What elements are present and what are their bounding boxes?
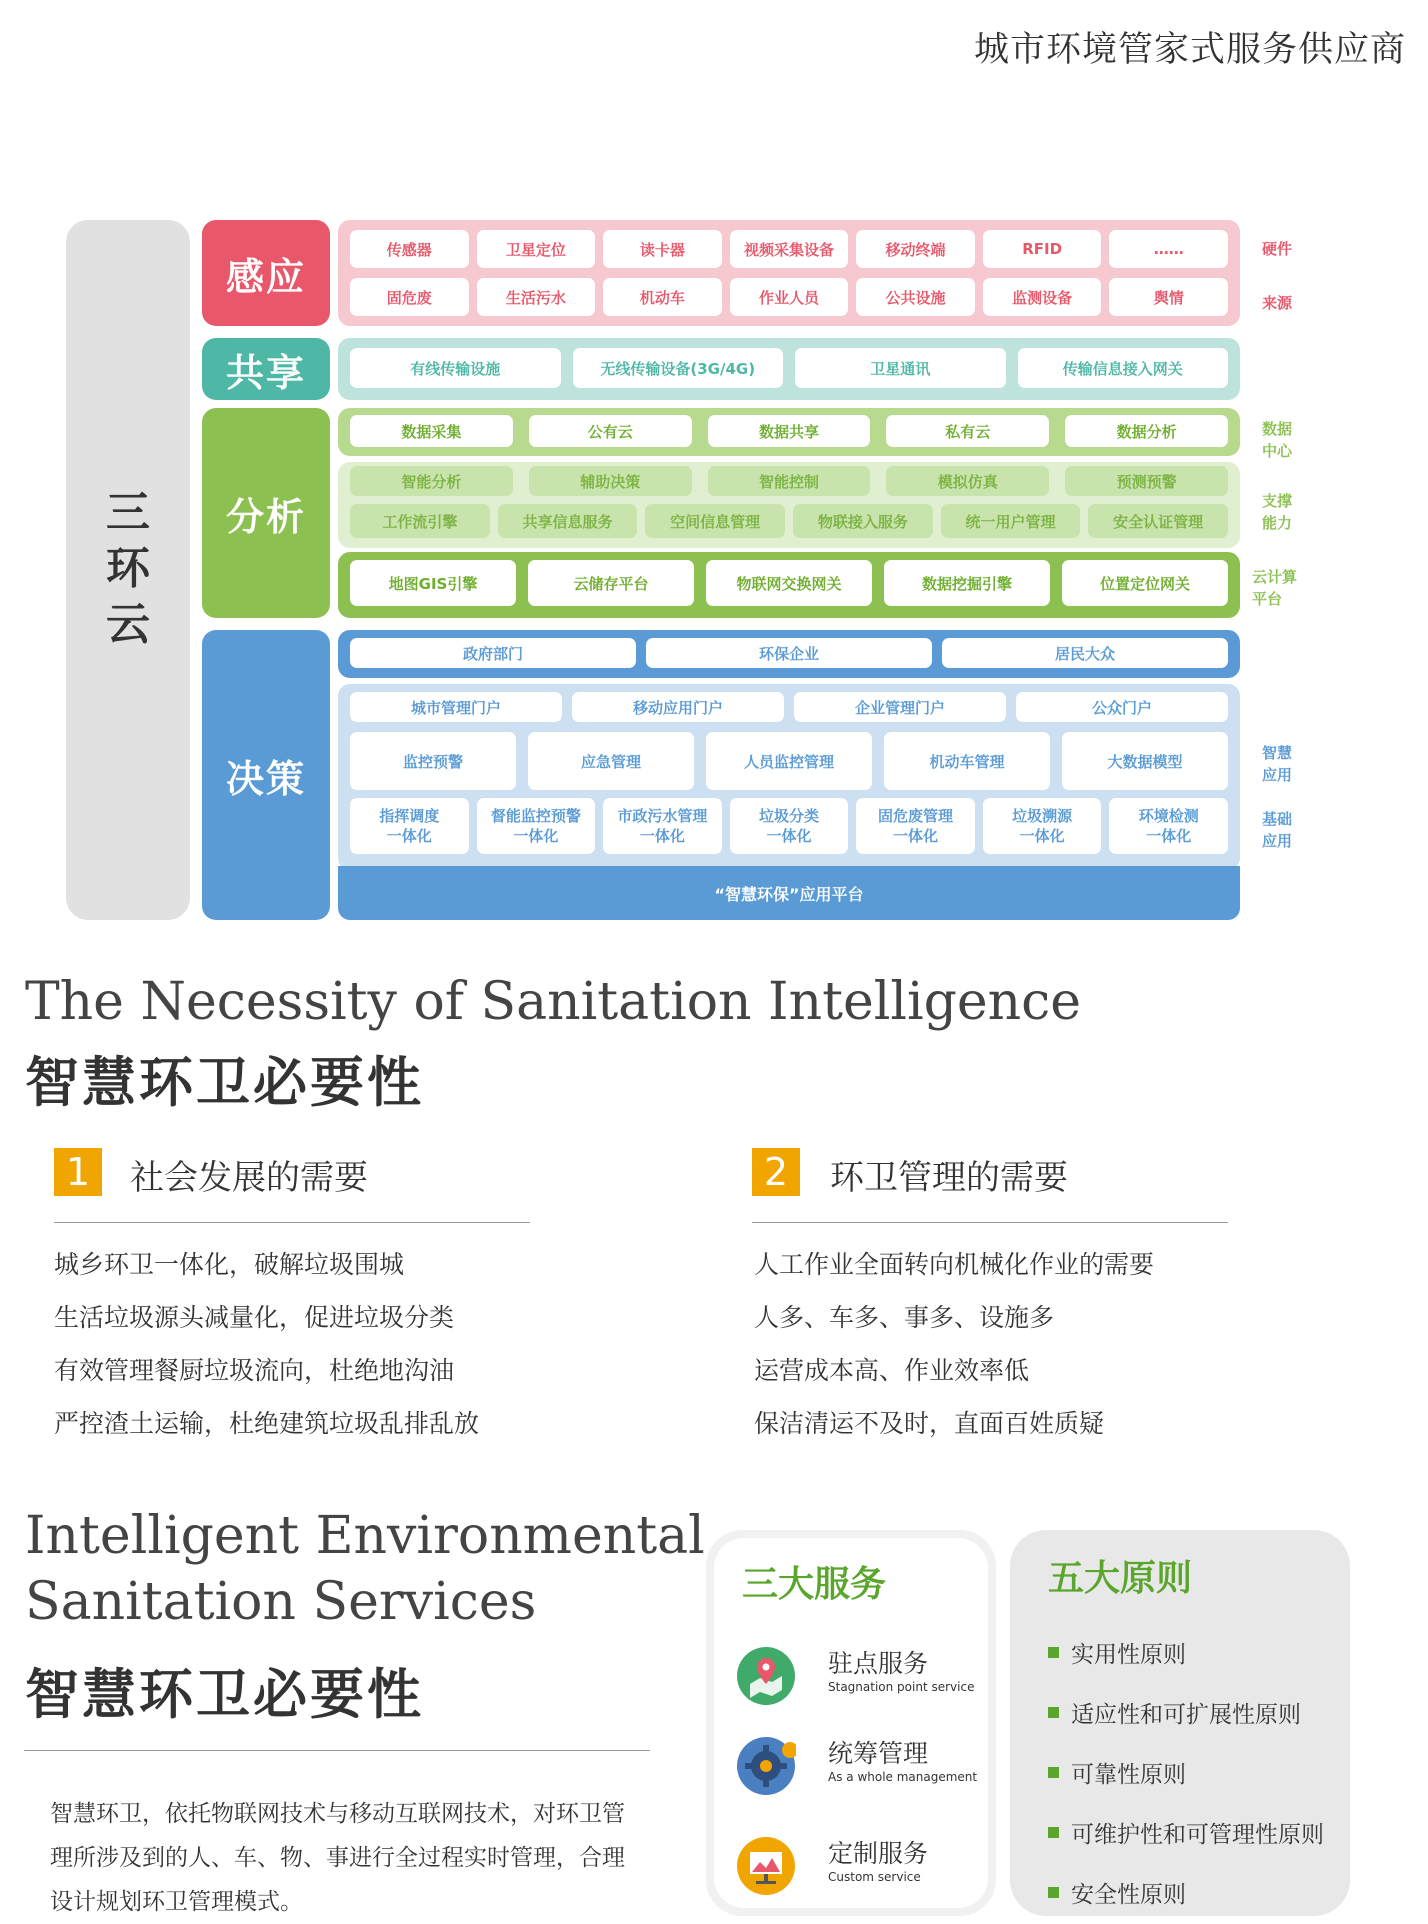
diagram-cell: 应急管理 xyxy=(528,732,694,790)
sense-label: 感应 xyxy=(202,220,330,326)
service-1-en: Stagnation point service xyxy=(828,1680,975,1694)
col2-title: 环卫管理的需要 xyxy=(830,1158,1068,1198)
services-divider xyxy=(24,1750,650,1751)
service-1-zh: 驻点服务 xyxy=(828,1649,929,1678)
section-number-2: 2 xyxy=(752,1148,800,1196)
bullet-icon xyxy=(1048,1647,1059,1658)
diagram-cell: 位置定位网关 xyxy=(1062,560,1228,606)
services-title-en-2: Sanitation Services xyxy=(25,1572,537,1632)
diagram-cell: …… xyxy=(1109,230,1228,268)
col1-title: 社会发展的需要 xyxy=(130,1158,368,1198)
principles-list xyxy=(1048,1622,1348,1922)
diagram-cell: 人员监控管理 xyxy=(706,732,872,790)
diagram-cell: 生活污水 xyxy=(477,278,596,316)
diagram-cell: 垃圾溯源 一体化 xyxy=(983,798,1102,854)
list-item: 生活垃圾源头减量化，促进垃圾分类 xyxy=(54,1303,455,1332)
service-3-zh: 定制服务 xyxy=(828,1839,929,1868)
diagram-cell: 企业管理门户 xyxy=(794,692,1006,722)
list-item: 有效管理餐厨垃圾流向，杜绝地沟油 xyxy=(54,1356,455,1385)
decision-label: 决策 xyxy=(202,630,330,920)
diagram-cell: 督能监控预警 一体化 xyxy=(477,798,596,854)
list-item: 严控渣土运输，杜绝建筑垃圾乱排乱放 xyxy=(54,1409,480,1438)
col1-list xyxy=(54,1238,574,1450)
analysis-side-cloud: 云计算平台 xyxy=(1252,568,1298,608)
platform-label: “智慧环保”应用平台 xyxy=(714,885,864,904)
diagram-cell: 有线传输设施 xyxy=(350,348,561,388)
diagram-cell: 监测设备 xyxy=(983,278,1102,316)
necessity-title-zh: 智慧环卫必要性 xyxy=(25,1051,424,1114)
diagram-cell: 智能控制 xyxy=(708,466,871,496)
diagram-cell: 公有云 xyxy=(529,415,692,447)
list-item: 人多、车多、事多、设施多 xyxy=(754,1303,1055,1332)
service-3-en: Custom service xyxy=(828,1870,921,1884)
list-item: 城乡环卫一体化，破解垃圾围城 xyxy=(54,1250,405,1279)
necessity-title-en: The Necessity of Sanitation Intelligence xyxy=(25,972,1082,1032)
list-item: 保洁清运不及时，直面百姓质疑 xyxy=(754,1409,1105,1438)
diagram-cell: 工作流引擎 xyxy=(350,504,490,538)
sense-side-sources: 来源 xyxy=(1262,294,1293,312)
analysis-side-support: 支撑能力 xyxy=(1262,492,1293,532)
diagram-cell: 政府部门 xyxy=(350,638,636,668)
desc-line: 设计规划环卫管理模式。 xyxy=(50,1889,303,1915)
sense-side-hardware: 硬件 xyxy=(1262,240,1293,258)
diagram-cell: 传感器 xyxy=(350,230,469,268)
decision-side-smart: 智慧应用 xyxy=(1262,744,1293,784)
list-item: 运营成本高、作业效率低 xyxy=(754,1356,1030,1385)
diagram-cell: 城市管理门户 xyxy=(350,692,562,722)
diagram-cell: 物联网交换网关 xyxy=(706,560,872,606)
list-item: 可靠性原则 xyxy=(1048,1742,1348,1802)
list-item: 人工作业全面转向机械化作业的需要 xyxy=(754,1250,1155,1279)
analysis-side-datacenter: 数据中心 xyxy=(1262,420,1293,460)
diagram-cell: 固危废管理 一体化 xyxy=(856,798,975,854)
decision-side-basic: 基础应用 xyxy=(1262,810,1293,850)
diagram-cell: 垃圾分类 一体化 xyxy=(730,798,849,854)
diagram-cell: 固危废 xyxy=(350,278,469,316)
list-item: 适应性和可扩展性原则 xyxy=(1048,1682,1348,1742)
diagram-cell: 视频采集设备 xyxy=(730,230,849,268)
diagram-cell: 空间信息管理 xyxy=(645,504,785,538)
share-label: 共享 xyxy=(202,338,330,400)
gear-icon xyxy=(736,1736,796,1796)
diagram-cell: 数据共享 xyxy=(708,415,871,447)
diagram-cell: 大数据模型 xyxy=(1062,732,1228,790)
diagram-cell: 作业人员 xyxy=(730,278,849,316)
three-services-title: 三大服务 xyxy=(742,1564,887,1605)
diagram-cell: 智能分析 xyxy=(350,466,513,496)
bullet-icon xyxy=(1048,1827,1059,1838)
bullet-icon xyxy=(1048,1767,1059,1778)
diagram-cell: 无线传输设备(3G/4G) xyxy=(573,348,784,388)
diagram-cell: 传输信息接入网关 xyxy=(1018,348,1229,388)
analysis-label: 分析 xyxy=(202,408,330,618)
service-2-zh: 统筹管理 xyxy=(828,1739,929,1768)
list-item: 可维护性和可管理性原则 xyxy=(1048,1802,1348,1862)
diagram-cell: 监控预警 xyxy=(350,732,516,790)
diagram-cell: 公共设施 xyxy=(856,278,975,316)
diagram-cell: 居民大众 xyxy=(942,638,1228,668)
left-column-label: 三环云 xyxy=(106,487,150,650)
col1-divider xyxy=(54,1222,530,1223)
diagram-cell: 市政污水管理 一体化 xyxy=(603,798,722,854)
diagram-cell: 预测预警 xyxy=(1065,466,1228,496)
diagram-cell: 数据采集 xyxy=(350,415,513,447)
services-description xyxy=(50,1792,660,1924)
diagram-cell: 共享信息服务 xyxy=(498,504,638,538)
diagram-cell: 私有云 xyxy=(886,415,1049,447)
col2-list xyxy=(754,1238,1314,1450)
diagram-cell: 公众门户 xyxy=(1016,692,1228,722)
list-item: 实用性原则 xyxy=(1048,1622,1348,1682)
list-item: 安全性原则 xyxy=(1048,1862,1348,1922)
diagram-cell: 卫星通讯 xyxy=(795,348,1006,388)
diagram-cell: 物联接入服务 xyxy=(793,504,933,538)
architecture-diagram xyxy=(0,0,1428,930)
diagram-cell: 移动应用门户 xyxy=(572,692,784,722)
company-tagline: 城市环境管家式服务供应商 xyxy=(973,30,1406,70)
diagram-cell: 机动车 xyxy=(603,278,722,316)
diagram-cell: RFID xyxy=(983,230,1102,268)
five-principles-title: 五大原则 xyxy=(1048,1558,1193,1599)
diagram-cell: 数据挖掘引擎 xyxy=(884,560,1050,606)
desc-line: 理所涉及到的人、车、物、事进行全过程实时管理，合理 xyxy=(50,1845,625,1871)
diagram-cell: 指挥调度 一体化 xyxy=(350,798,469,854)
diagram-cell: 环保企业 xyxy=(646,638,932,668)
service-2-en: As a whole management xyxy=(828,1770,978,1784)
section-number-1: 1 xyxy=(54,1148,102,1196)
diagram-cell: 地图GIS引擎 xyxy=(350,560,516,606)
diagram-cell: 读卡器 xyxy=(603,230,722,268)
diagram-cell: 环境检测 一体化 xyxy=(1109,798,1228,854)
diagram-cell: 机动车管理 xyxy=(884,732,1050,790)
bullet-icon xyxy=(1048,1887,1059,1898)
services-title-zh: 智慧环卫必要性 xyxy=(25,1663,424,1726)
bullet-icon xyxy=(1048,1707,1059,1718)
presentation-icon xyxy=(736,1836,796,1896)
services-title-en-1: Intelligent Environmental xyxy=(25,1506,705,1566)
diagram-cell: 模拟仿真 xyxy=(886,466,1049,496)
diagram-cell: 移动终端 xyxy=(856,230,975,268)
diagram-cell: 辅助决策 xyxy=(529,466,692,496)
diagram-cell: 云储存平台 xyxy=(528,560,694,606)
desc-line: 智慧环卫，依托物联网技术与移动互联网技术，对环卫管 xyxy=(50,1801,625,1827)
diagram-cell: 安全认证管理 xyxy=(1088,504,1228,538)
col2-divider xyxy=(752,1222,1228,1223)
diagram-cell: 卫星定位 xyxy=(477,230,596,268)
map-pin-icon xyxy=(736,1646,796,1706)
diagram-cell: 舆情 xyxy=(1109,278,1228,316)
diagram-cell: 统一用户管理 xyxy=(941,504,1081,538)
diagram-cell: 数据分析 xyxy=(1065,415,1228,447)
